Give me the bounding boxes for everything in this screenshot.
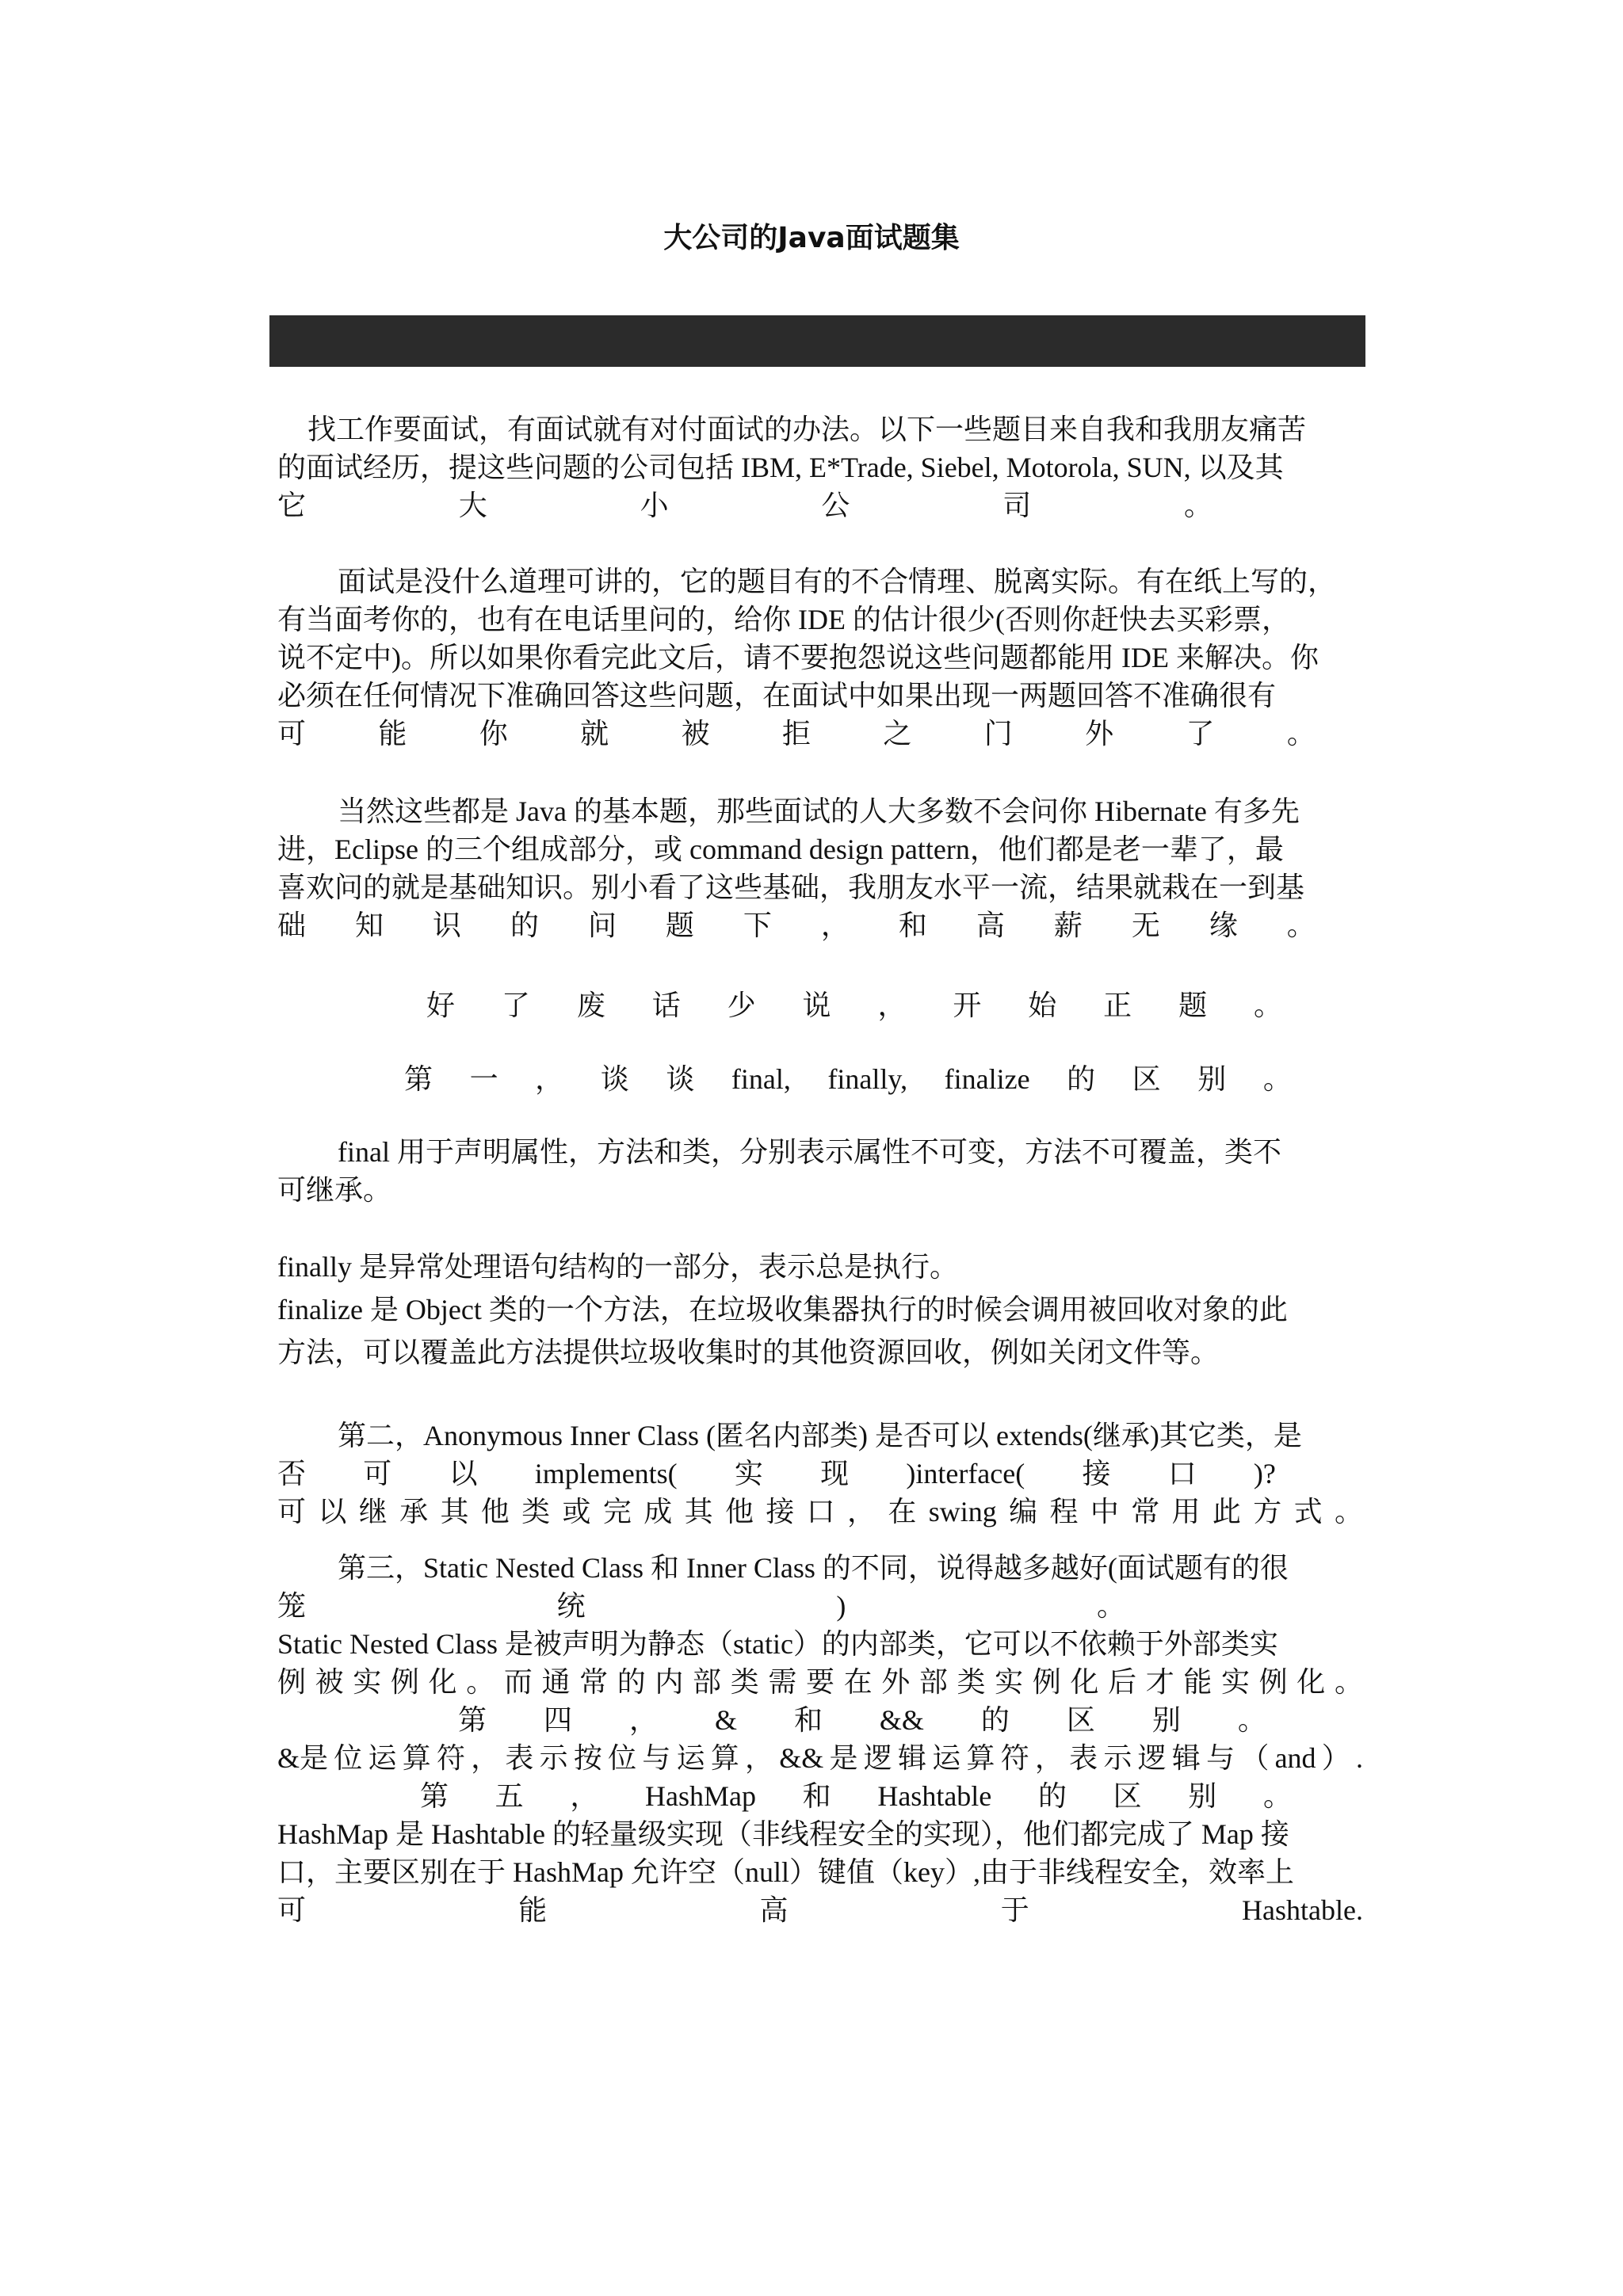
word: 区 xyxy=(1066,1704,1095,1736)
word: 常 xyxy=(1131,1496,1160,1527)
paragraph-start xyxy=(426,986,1282,1024)
paragraph-intro xyxy=(277,410,1363,524)
word: ， xyxy=(745,1742,774,1774)
word: ， xyxy=(877,990,907,1021)
word: 统 xyxy=(556,1590,586,1622)
word: 于 xyxy=(1000,1894,1029,1926)
text-line: finalize 是 Object 类的一个方法，在垃圾收集器执行的时候会调用被回收对象的此 xyxy=(277,1294,1288,1325)
word: 用 xyxy=(1171,1496,1201,1527)
word: ， xyxy=(820,910,850,941)
word: 编 xyxy=(1009,1496,1038,1527)
word: 。 xyxy=(1183,490,1212,521)
word: 薪 xyxy=(1053,910,1083,941)
word: ， xyxy=(570,1780,599,1812)
word: and xyxy=(1274,1742,1316,1774)
question-5-heading xyxy=(420,1777,1292,1815)
question-1-heading xyxy=(404,1060,1292,1098)
word: 类 xyxy=(730,1666,759,1698)
word: 例 xyxy=(1258,1666,1288,1698)
title-divider-bar xyxy=(269,315,1365,367)
word: 按 xyxy=(573,1742,602,1774)
word: 运 xyxy=(676,1742,705,1774)
word: 话 xyxy=(651,990,681,1021)
word: 逻 xyxy=(863,1742,892,1774)
word: 才 xyxy=(1145,1666,1174,1698)
word: 在 xyxy=(888,1496,917,1527)
text-line: Static Nested Class 是被声明为静态（static）的内部类，它可以不依赖于外部类实 xyxy=(277,1628,1278,1660)
word: 高 xyxy=(759,1894,789,1926)
word: 实 xyxy=(995,1666,1024,1698)
justified-line xyxy=(404,1060,1292,1098)
text-line: final 用于声明属性，方法和类，分别表示属性不可变，方法不可覆盖，类不 xyxy=(338,1136,1281,1168)
word: 承 xyxy=(399,1496,429,1527)
word: &是 xyxy=(277,1742,329,1774)
word: 缘 xyxy=(1209,910,1238,941)
justified-line xyxy=(277,715,1363,753)
word: 题 xyxy=(1178,990,1208,1021)
word: 识 xyxy=(432,910,461,941)
justified-line xyxy=(277,1493,1363,1531)
word: 继 xyxy=(358,1496,388,1527)
word: 需 xyxy=(768,1666,797,1698)
text-line: 面试是没什么道理可讲的，它的题目有的不合情理、脱离实际。有在纸上写的， xyxy=(338,566,1337,597)
word: 化 xyxy=(428,1666,457,1698)
word: 第 xyxy=(458,1704,487,1736)
word: 是 xyxy=(829,1742,858,1774)
word: 例 xyxy=(390,1666,419,1698)
word: 别 xyxy=(1151,1704,1181,1736)
word: 的 xyxy=(617,1666,646,1698)
answer-finally-finalize xyxy=(277,1248,1363,1371)
text-line: 进，Eclipse 的三个组成部分，或 command design pattern，他们都是老一辈了，最 xyxy=(277,833,1284,865)
word: 与 xyxy=(1206,1742,1235,1774)
answer-5 xyxy=(277,1815,1363,1929)
word: 算 xyxy=(710,1742,739,1774)
word: 能 xyxy=(378,718,407,749)
word: 开 xyxy=(953,990,982,1021)
word: & xyxy=(714,1704,737,1736)
word: 题 xyxy=(665,910,694,941)
text-line: 可继承。 xyxy=(277,1174,392,1206)
word: 完 xyxy=(602,1496,632,1527)
word: Hashtable. xyxy=(1242,1894,1363,1926)
word: 例 xyxy=(1032,1666,1061,1698)
word: 了 xyxy=(1186,718,1215,749)
word: 被 xyxy=(681,718,710,749)
word: 正 xyxy=(1103,990,1132,1021)
word: 辑 xyxy=(897,1742,926,1774)
word: finalize xyxy=(944,1063,1030,1095)
text-line: 的面试经历，提这些问题的公司包括 IBM, E*Trade, Siebel, Motorola, SUN, 以及其 xyxy=(277,452,1284,483)
word: 后 xyxy=(1108,1666,1137,1698)
word: 符 xyxy=(436,1742,465,1774)
word: 和 xyxy=(793,1704,823,1736)
word: )interface( xyxy=(906,1458,1025,1489)
word: 四 xyxy=(543,1704,572,1736)
word: 别 xyxy=(1188,1780,1217,1812)
word: 。 xyxy=(1262,1063,1292,1095)
question-2 xyxy=(277,1417,1363,1531)
word: ， xyxy=(471,1742,500,1774)
word: Hashtable xyxy=(877,1780,992,1812)
word: 实 xyxy=(353,1666,382,1698)
word: 的 xyxy=(980,1704,1010,1736)
word: 它 xyxy=(277,490,307,521)
word: )? xyxy=(1253,1458,1276,1489)
question-3 xyxy=(277,1549,1363,1701)
word: 否 xyxy=(277,1458,307,1489)
word: （ xyxy=(1240,1742,1270,1774)
word: 示 xyxy=(539,1742,568,1774)
word: 说 xyxy=(802,990,831,1021)
word: 其 xyxy=(440,1496,469,1527)
word: 门 xyxy=(983,718,1013,749)
document-title: 大公司的Java面试题集 xyxy=(663,222,960,254)
word: 与 xyxy=(642,1742,671,1774)
justified-line xyxy=(277,906,1363,944)
word: 符 xyxy=(1000,1742,1029,1774)
word: 第 xyxy=(420,1780,449,1812)
word: ， xyxy=(535,1063,564,1095)
word: 接 xyxy=(766,1496,795,1527)
word: 谈 xyxy=(666,1063,695,1095)
word: 第 xyxy=(404,1063,433,1095)
word: 能 xyxy=(1183,1666,1212,1698)
word: 。 xyxy=(1334,1666,1363,1698)
text-line: HashMap 是 Hashtable 的轻量级实现（非线程安全的实现），他们都完成了 Map 接 xyxy=(277,1818,1289,1850)
word: 笼 xyxy=(277,1590,307,1622)
word: 谈 xyxy=(600,1063,629,1095)
word: 。 xyxy=(1262,1780,1292,1812)
word: 始 xyxy=(1028,990,1057,1021)
word: 辑 xyxy=(1171,1742,1201,1774)
word: 而 xyxy=(503,1666,533,1698)
word: 。 xyxy=(466,1666,495,1698)
word: ， xyxy=(628,1704,658,1736)
word: 程 xyxy=(1049,1496,1079,1527)
word: 。 xyxy=(1334,1496,1363,1527)
text-line: 喜欢问的就是基础知识。别小看了这些基础，我朋友水平一流，结果就栽在一到基 xyxy=(277,871,1305,903)
word: 表 xyxy=(505,1742,534,1774)
word: 拒 xyxy=(781,718,811,749)
word: 化 xyxy=(1296,1666,1326,1698)
justified-line xyxy=(277,1891,1363,1929)
word: swing xyxy=(928,1496,997,1527)
word: 在 xyxy=(843,1666,873,1698)
text-line: 当然这些都是 Java 的基本题，那些面试的人大多数不会问你 Hibernate 有多先 xyxy=(338,795,1300,827)
answer-4 xyxy=(277,1739,1363,1777)
word: 可 xyxy=(277,1496,307,1527)
word: 部 xyxy=(693,1666,722,1698)
word: 其 xyxy=(684,1496,713,1527)
word: 类 xyxy=(957,1666,986,1698)
word: 示 xyxy=(1103,1742,1132,1774)
text-line: finally 是异常处理语句结构的一部分，表示总是执行。 xyxy=(277,1251,958,1283)
justified-line xyxy=(277,1455,1363,1493)
word: . xyxy=(1356,1742,1363,1774)
word: 和 xyxy=(898,910,927,941)
word: 实 xyxy=(734,1458,763,1489)
text-line: 说不定中)。所以如果你看完此文后，请不要抱怨说这些问题都能用 IDE 来解决。你 xyxy=(277,642,1319,673)
text-line: 方法，可以覆盖此方法提供垃圾收集时的其他资源回收，例如关闭文件等。 xyxy=(277,1337,1220,1368)
word: 实 xyxy=(1221,1666,1251,1698)
word: 现 xyxy=(820,1458,850,1489)
word: 内 xyxy=(655,1666,684,1698)
word: ） xyxy=(1321,1742,1350,1774)
text-line: 有当面考你的，也有在电话里问的，给你 IDE 的估计很少(否则你赶快去买彩票， xyxy=(277,604,1290,635)
word: 无 xyxy=(1131,910,1160,941)
word: ， xyxy=(847,1496,876,1527)
word: 运 xyxy=(368,1742,397,1774)
word: 和 xyxy=(802,1780,831,1812)
paragraph-interview-nature xyxy=(277,563,1363,753)
text-line: 口，主要区别在于 HashMap 允许空（null）键值（key）,由于非线程安全，效率上 xyxy=(277,1856,1294,1888)
paragraph-basics xyxy=(277,792,1363,944)
word: 类 xyxy=(521,1496,551,1527)
word: 被 xyxy=(315,1666,344,1698)
word: 可 xyxy=(277,1894,307,1926)
word: 好 xyxy=(426,990,456,1021)
word: 外 xyxy=(881,1666,911,1698)
word: final, xyxy=(731,1063,791,1095)
answer-final xyxy=(277,1133,1363,1209)
word: 他 xyxy=(724,1496,754,1527)
word: 算 xyxy=(402,1742,431,1774)
word: ) xyxy=(836,1590,846,1622)
word: 五 xyxy=(495,1780,524,1812)
word: 式 xyxy=(1293,1496,1323,1527)
word: 接 xyxy=(1082,1458,1111,1489)
word: 可 xyxy=(277,718,307,749)
word: 之 xyxy=(883,718,912,749)
justified-line xyxy=(277,1587,1363,1625)
word: 大 xyxy=(458,490,487,521)
justified-line xyxy=(277,1663,1363,1701)
text-line: 第二，Anonymous Inner Class (匿名内部类) 是否可以 extends(继承)其它类，是 xyxy=(338,1420,1302,1451)
word: 运 xyxy=(932,1742,961,1774)
word: 的 xyxy=(510,910,539,941)
word: HashMap xyxy=(645,1780,756,1812)
question-4-heading xyxy=(458,1701,1266,1739)
word: 一 xyxy=(469,1063,498,1095)
word: 逻 xyxy=(1137,1742,1167,1774)
word: 了 xyxy=(501,990,530,1021)
word: && xyxy=(779,1742,824,1774)
word: 。 xyxy=(1286,910,1316,941)
word: 或 xyxy=(562,1496,591,1527)
word: 通 xyxy=(541,1666,571,1698)
word: 以 xyxy=(449,1458,478,1489)
word: 你 xyxy=(479,718,508,749)
word: 口 xyxy=(1167,1458,1197,1489)
word: 小 xyxy=(640,490,669,521)
word: 中 xyxy=(1090,1496,1119,1527)
word: 问 xyxy=(587,910,617,941)
word: 成 xyxy=(643,1496,673,1527)
justified-line xyxy=(277,1739,1363,1777)
word: 。 xyxy=(1253,990,1282,1021)
word: 化 xyxy=(1070,1666,1099,1698)
word: 的 xyxy=(1037,1780,1067,1812)
word: 础 xyxy=(277,910,307,941)
word: 。 xyxy=(1096,1590,1125,1622)
word: 例 xyxy=(277,1666,307,1698)
word: 司 xyxy=(1002,490,1032,521)
word: 他 xyxy=(480,1496,510,1527)
word: 区 xyxy=(1132,1063,1161,1095)
word: 可 xyxy=(363,1458,392,1489)
word: 知 xyxy=(354,910,384,941)
text-line: 必须在任何情况下准确回答这些问题，在面试中如果出现一两题回答不准确很有 xyxy=(277,680,1277,711)
word: && xyxy=(879,1704,924,1736)
justified-line xyxy=(426,986,1282,1024)
word: 要 xyxy=(805,1666,834,1698)
word: 高 xyxy=(976,910,1005,941)
text-line: 找工作要面试，有面试就有对付面试的办法。以下一些题目来自我和我朋友痛苦 xyxy=(307,414,1307,445)
word: 下 xyxy=(743,910,772,941)
word: 以 xyxy=(318,1496,347,1527)
justified-line xyxy=(277,486,1363,524)
word: 。 xyxy=(1237,1704,1266,1736)
word: 位 xyxy=(334,1742,363,1774)
word: 废 xyxy=(576,990,605,1021)
word: 区 xyxy=(1113,1780,1142,1812)
text-line: 第三，Static Nested Class 和 Inner Class 的不同，说得越多越好(面试题有的很 xyxy=(338,1552,1289,1584)
justified-line xyxy=(420,1777,1292,1815)
word: 方 xyxy=(1253,1496,1282,1527)
word: 口 xyxy=(806,1496,835,1527)
word: 就 xyxy=(580,718,609,749)
word: 部 xyxy=(918,1666,948,1698)
word: implements( xyxy=(534,1458,678,1489)
word: 外 xyxy=(1085,718,1114,749)
word: 算 xyxy=(966,1742,995,1774)
word: 位 xyxy=(608,1742,637,1774)
word: 能 xyxy=(518,1894,548,1926)
word: 的 xyxy=(1067,1063,1096,1095)
word: 表 xyxy=(1069,1742,1098,1774)
justified-line xyxy=(458,1701,1266,1739)
word: ， xyxy=(1034,1742,1064,1774)
word: 。 xyxy=(1286,718,1316,749)
word: 别 xyxy=(1197,1063,1227,1095)
word: finally, xyxy=(827,1063,908,1095)
word: 少 xyxy=(727,990,756,1021)
word: 此 xyxy=(1212,1496,1241,1527)
word: 常 xyxy=(579,1666,609,1698)
word: 公 xyxy=(821,490,850,521)
